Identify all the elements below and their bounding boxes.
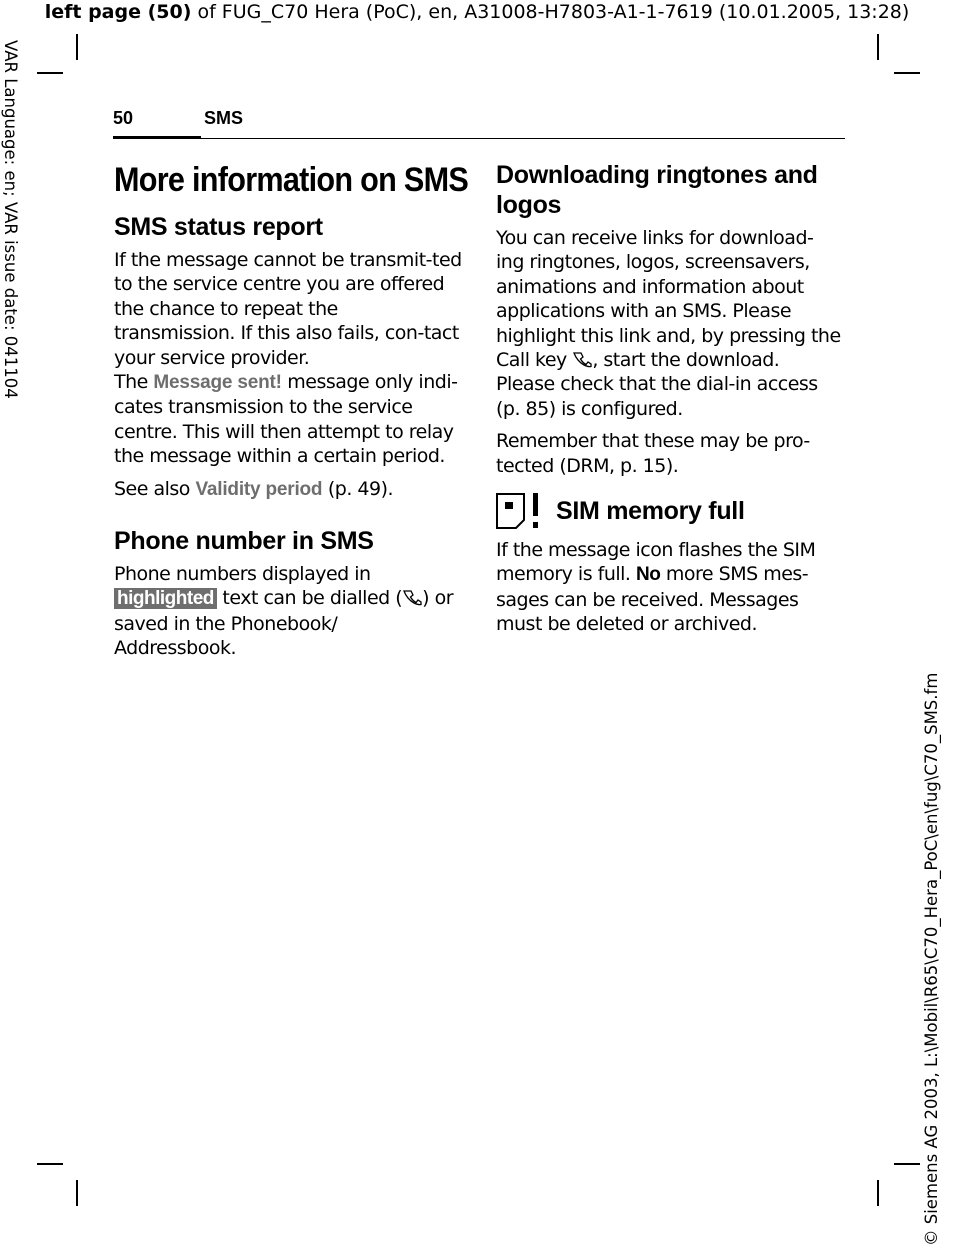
heading-phone-number-in-sms: Phone number in SMS <box>114 527 374 556</box>
right-column <box>496 160 841 637</box>
paragraph <box>114 477 464 502</box>
text: ) or saved in the Phonebook/ Addressbook. <box>114 587 454 660</box>
paragraph <box>114 562 464 661</box>
text: Downloading ringtones and logos <box>496 161 818 219</box>
crop-mark <box>894 1163 920 1165</box>
text: The <box>114 371 154 394</box>
paragraph <box>114 370 464 469</box>
crop-mark <box>76 34 78 60</box>
header-rule-thick <box>113 136 201 139</box>
paragraph: Remember that these may be pro-tected (DRM, p. 15). <box>496 430 810 477</box>
side-note-right: © Siemens AG 2003, L:\Mobil\R65\C70_Hera_PoC\en\fug\C70_SMS.fm <box>922 672 941 1246</box>
call-key-icon <box>572 350 592 368</box>
note-sim-memory <box>496 492 841 530</box>
print-header-rest: of FUG_C70 Hera (PoC), en, A31008-H7803-A1-1-7619 (10.01.2005, 13:28) <box>191 1 910 23</box>
section-name: SMS <box>204 108 244 128</box>
page-title: More information on SMS <box>114 161 469 199</box>
paragraph <box>496 538 841 637</box>
paragraph <box>496 226 841 421</box>
text: (p. 49). <box>322 477 394 500</box>
crop-mark <box>37 1163 63 1165</box>
crop-mark <box>877 34 879 60</box>
ui-text-message-sent: Message sent! <box>153 372 282 394</box>
ui-text-no: No <box>636 564 661 586</box>
text: See also <box>114 477 196 500</box>
print-header-bold: left page (50) <box>44 1 192 23</box>
highlighted-label: highlighted <box>114 588 217 609</box>
note-icon <box>496 492 542 530</box>
call-key-icon <box>402 588 422 606</box>
ui-text-validity-period: Validity period <box>195 478 323 500</box>
heading-downloading <box>496 160 841 220</box>
page-number: 50 <box>113 108 134 128</box>
text: , start the download. Please check that the dial-in access (p. 85) is configured. <box>496 349 818 420</box>
crop-mark <box>37 72 63 74</box>
print-header <box>0 0 954 24</box>
text: text can be dialled ( <box>216 587 403 610</box>
text: more SMS mes-sages can be received. Messages must be deleted or archived. <box>496 563 809 636</box>
crop-mark <box>894 72 920 74</box>
text: You can receive links for download-ing ringtones, logos, screensavers, animations and information about applications with an SMS. Please highlight this link and, by pressing the Call key <box>496 227 841 372</box>
header-rule-thin <box>201 138 845 139</box>
crop-mark <box>76 1180 78 1206</box>
text: Phone numbers displayed in <box>114 563 371 586</box>
left-column <box>114 160 469 661</box>
heading-sms-status-report: SMS status report <box>114 213 323 241</box>
crop-mark <box>877 1180 879 1206</box>
text: If the message icon flashes the SIM memory is full. <box>496 539 816 586</box>
paragraph: If the message cannot be transmit-ted to the service centre you are offered the chance to repeat the transmission. If this also fails, con-tact your service provider. <box>114 249 462 369</box>
running-header <box>113 106 845 142</box>
text: message only indi-cates transmission to the service centre. This will then attempt to relay the message within a certain period. <box>114 371 458 468</box>
side-note-left: VAR Language: en; VAR issue date: 041104 <box>1 40 20 399</box>
heading-sim-memory-full: SIM memory full <box>556 497 745 526</box>
